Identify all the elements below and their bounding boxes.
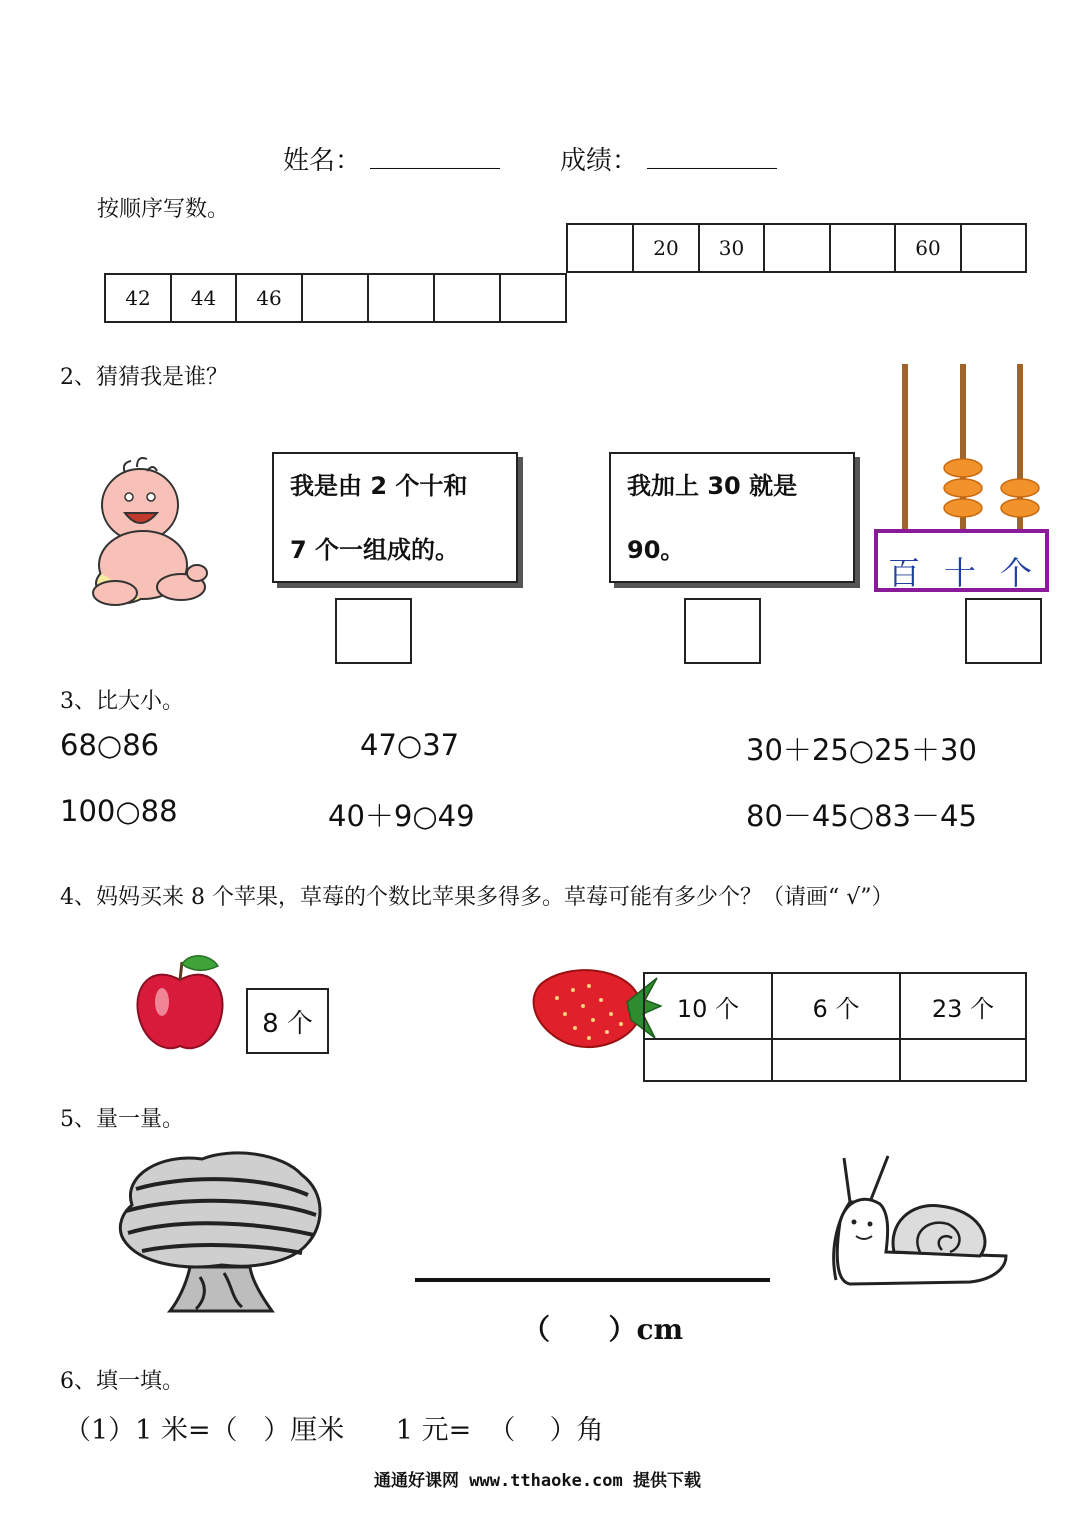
compare-item[interactable]: 80－45○83－45 [746,799,977,833]
seq-bottom-cell[interactable]: 42 [104,273,172,323]
abacus-label-ones: 个 [1000,554,1033,592]
abacus-label-hundreds: 百 [888,554,921,592]
option-label: 23 个 [899,972,1027,1040]
seq-top-cell[interactable]: 60 [894,223,962,273]
riddle-bubble-2 [609,452,855,583]
compare-item[interactable]: 30＋25○25＋30 [746,733,977,767]
strawberry-icon [527,958,662,1058]
compare-item[interactable]: 40＋9○49 [328,799,475,833]
q4-title: 4、妈妈买来 8 个苹果，草莓的个数比苹果多得多。草莓可能有多少个？（请画“ √”） [60,885,894,910]
q5-title: 5、量一量。 [60,1107,184,1132]
q3-title: 3、比大小。 [60,689,184,714]
apple-icon [132,950,227,1055]
compare-item[interactable]: 100○88 [60,794,178,828]
riddle-1-line1: 我是由 2 个十和 [290,472,468,500]
seq-bottom-cell[interactable] [433,273,501,323]
seq-top-cell[interactable] [763,223,831,273]
option-check-cell[interactable] [899,1038,1027,1082]
name-label: 姓名： [283,146,362,176]
snail-icon [830,1152,1010,1292]
name-blank[interactable]: __________ [370,140,500,170]
seq-bottom-cell[interactable]: 46 [235,273,303,323]
compare-item[interactable]: 68○86 [60,728,160,762]
seq-bottom-cell[interactable]: 44 [170,273,237,323]
answer-box-3[interactable] [965,598,1042,664]
option-check-cell[interactable] [643,1038,773,1082]
riddle-1-line2: 7 个一组成的。 [290,536,460,564]
tree-icon [112,1145,330,1315]
seq-top-cell[interactable]: 20 [632,223,700,273]
footer-credit: 通通好课网 www.tthaoke.com 提供下载 [374,1471,701,1491]
seq-bottom-cell[interactable] [301,273,369,323]
seq-bottom-cell[interactable] [367,273,435,323]
q1-title: 按顺序写数。 [97,197,230,222]
abacus-label-tens: 十 [944,554,977,592]
measure-line [415,1278,770,1282]
apple-count-box: 8 个 [246,988,329,1054]
seq-top-cell[interactable] [829,223,896,273]
score-blank[interactable]: __________ [647,140,777,170]
riddle-2-line2: 90。 [627,536,685,564]
measure-answer[interactable]: （ ）cm [522,1313,684,1346]
riddle-2-line1: 我加上 30 就是 [627,472,798,500]
seq-bottom-cell[interactable] [499,273,567,323]
q2-title: 2、猜猜我是谁？ [60,365,228,390]
answer-box-1[interactable] [335,598,412,664]
option-label: 10 个 [643,972,773,1040]
compare-item[interactable]: 47○37 [360,728,460,762]
q6-line1[interactable]: （1）1 米=（ ）厘米 1 元= （ ）角 [64,1415,604,1446]
answer-box-2[interactable] [684,598,761,664]
option-check-cell[interactable] [771,1038,901,1082]
seq-top-cell[interactable]: 30 [698,223,765,273]
seq-top-cell[interactable] [566,223,634,273]
q6-title: 6、填一填。 [60,1369,184,1394]
baby-illustration [85,455,215,615]
seq-top-cell[interactable] [960,223,1027,273]
riddle-bubble-1 [272,452,518,583]
score-label: 成绩： [560,146,639,176]
option-label: 6 个 [771,972,901,1040]
